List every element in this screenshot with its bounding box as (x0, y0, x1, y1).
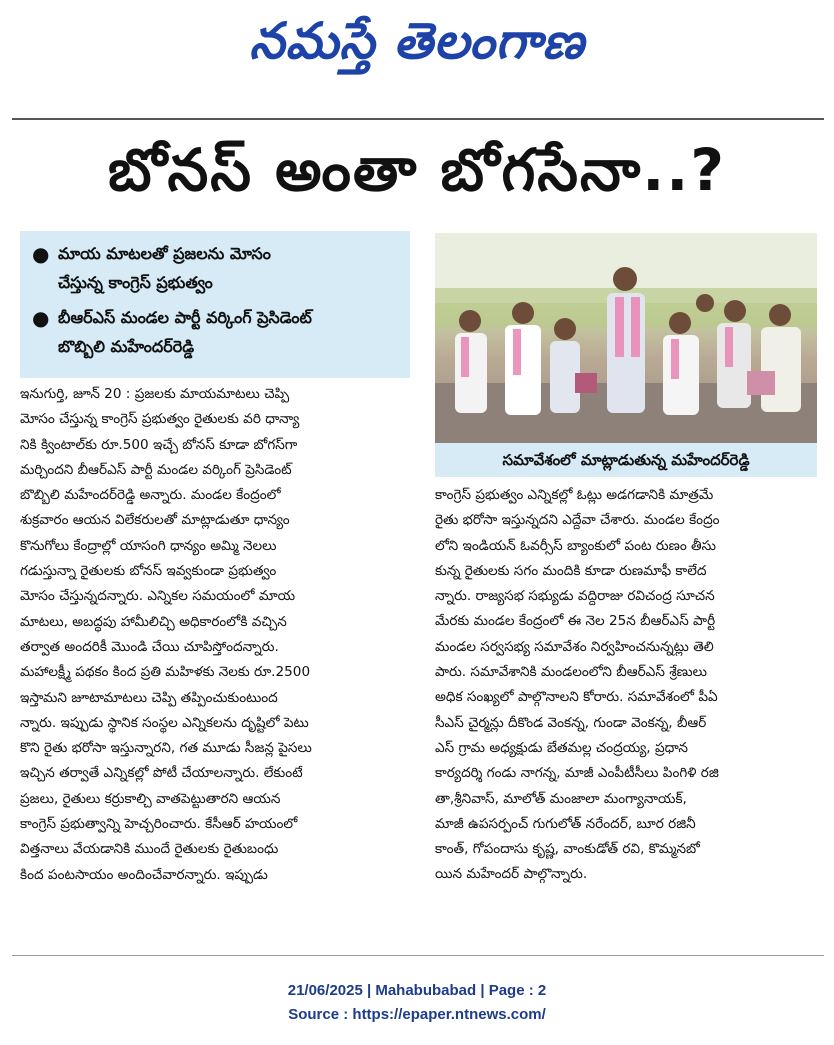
masthead-logo: నమస్తే తెలంగాణ (249, 12, 585, 70)
article-text-line: ప్రజలు, రైతులు కర్రుకాల్చి వాతపెట్టుతారని ఆయన (20, 790, 281, 807)
article-text-line: రైతు భరోసా ఇస్తున్నదని ఎద్దేవా చేశారు. మండల కేంద్రం (435, 512, 720, 529)
footer-date-edition: 21/06/2025 | Mahabubabad | Page : 2 (287, 982, 547, 999)
article-text-line: కొనుగోలు కేంద్రాల్లో యాసంగి ధాన్యం అమ్మి నెలలు (20, 537, 277, 554)
article-text-line: కున్న రైతులకు సగం మందికి కూడా రుణమాఫీ కాలేద (435, 562, 707, 579)
top-divider (12, 118, 824, 120)
article-text-line: పారు. సమావేశానికి మండలంలోని బీఆర్ఎస్ శ్రేణులు (435, 664, 707, 681)
article-text-line: ఇనుగుర్తి, జూన్ 20 : ప్రజలకు మాయమాటలు చెప్పి (20, 386, 290, 402)
article-text-line: సీఎస్ చైర్మన్లు దీకొండ వెంకన్న, గుండా వెంకన్న, బీఆర్ (435, 714, 707, 731)
headline: బోనస్ అంతా బోగసేనా..? (108, 136, 726, 204)
article-text-line: కాంగ్రెస్ ప్రభుత్వం ఎన్నికల్లో ఓట్లు అడగడానికి మాత్రమే (435, 487, 714, 503)
highlight-line: మాయ మాటలతో ప్రజలను మోసం (58, 244, 271, 263)
highlight-line: చేస్తున్న కాంగ్రెస్ ప్రభుత్వం (58, 273, 213, 292)
article-text-line: అధిక సంఖ్యలో పాల్గొనాలని కోరారు. సమావేశంలో పీఏ (435, 689, 718, 706)
article-left-column (20, 382, 415, 947)
article-text-line: శుక్రవారం ఆయన విలేకరులతో మాట్లాడుతూ ధాన్యం (20, 512, 290, 529)
news-photo (435, 233, 817, 443)
article-right-column (435, 483, 817, 943)
article-text-line: న్నారు. రాజ్యసభ సభ్యుడు వద్దిరాజు రవిచంద్ర సూచన (435, 588, 715, 605)
article-text-line: ఇచ్చిన తర్వాతే ఎన్నికల్లో పోటీ చేయాలన్నారు. లేకుంటే (20, 765, 303, 782)
article-text-line: కాంగ్రెస్ ప్రభుత్వాన్ని హెచ్చరించారు. కేసీఆర్ హయంలో (20, 816, 298, 833)
highlight-line: బొబ్బిలి మహేందర్‌రెడ్డి (58, 337, 195, 356)
article-text-line: కింద పంటసాయం అందించేవారన్నారు. ఇప్పుడు (20, 866, 268, 883)
article-text-line: గడుస్తున్నా రైతులకు బోనస్ ఇవ్వకుండా ప్రభుత్వం (20, 563, 277, 580)
article-text-line: తా,శ్రీనివాస్, మాలోత్ మంజాలా మంగ్యానాయక్, (435, 790, 687, 807)
article-text-line: మేరకు మండల కేంద్రంలో ఈ నెల 25న బీఆర్ఎస్ పార్టీ (435, 613, 716, 630)
article-text-line: ఇస్తామని జూటామాటలు చెప్పి తప్పించుకుంటుంద (20, 689, 278, 706)
article-text-line: నికి క్వింటాల్‌కు రూ.500 ఇచ్చే బోనస్ కూడా బోగస్‌గా (20, 436, 298, 453)
article-text-line: మాటలు, అబద్ధపు హామీలిచ్చి అధికారంలోకి వచ్చిన (20, 613, 287, 630)
photo-caption: సమావేశంలో మాట్లాడుతున్న మహేందర్‌రెడ్డి (435, 443, 817, 477)
bullet-icon: ● (32, 306, 50, 330)
article-text-line: మోసం చేస్తున్నదన్నారు. ఎన్నికల సమయంలో మాయ (20, 588, 296, 605)
bullet-icon: ● (32, 242, 50, 266)
article-text-line: విత్తనాలు వేయడానికి ముందే రైతులకు రైతుబంధు (20, 841, 279, 858)
article-text-line: న్నారు. ఇప్పుడు స్థానిక సంస్థల ఎన్నికలను దృష్టిలో పెటు (20, 714, 309, 731)
footer-source-link[interactable]: Source : https://epaper.ntnews.com/ (288, 1006, 546, 1023)
article-text-line: మహాలక్ష్మీ పథకం కింద ప్రతి మహిళకు నెలకు రూ.2500 (20, 664, 311, 681)
highlight-line: బీఆర్ఎస్ మండల పార్టీ వర్కింగ్ ప్రెసిడెంట్ (58, 308, 312, 327)
highlights-box (20, 231, 410, 378)
article-text-line: కాంత్, గోపందాసు కృష్ణ, వాంకుడోత్ రవి, కొమ్మనబో (435, 841, 700, 858)
article-text-line: మాజీ ఉపసర్పంచ్ గుగులోత్ నరేందర్, బూర రజినీ (435, 815, 696, 832)
article-text-line: ఎస్ గ్రామ అధ్యక్షుడు బేతమల్ల చంద్రయ్య, ప్రధాన (435, 739, 688, 756)
bottom-divider (12, 955, 824, 956)
article-text-line: మర్చిందని బీఆర్ఎస్ పార్టీ మండల వర్కింగ్ ప్రెసిడెంట్ (20, 461, 292, 478)
group-photo-illustration (435, 233, 817, 443)
highlight-item (32, 303, 400, 361)
article-text-line: కొని రైతు భరోసా ఇస్తున్నారని, గత మూడు సీజన్ల పైసలు (20, 740, 312, 757)
article-text-line: లోని ఇండియన్ ఓవర్సీస్ బ్యాంకులో పంట రుణం తీసు (435, 537, 716, 554)
article-text-line: మండల సర్వసభ్య సమావేశం నిర్వహించనున్నట్లు తెలి (435, 638, 714, 655)
article-text-line: యిన మహేందర్ పాల్గొన్నారు. (435, 866, 588, 883)
article-text-line: తర్వాత అందరికీ మొండి చేయి చూపిస్తోందన్నారు. (20, 638, 279, 655)
article-text-line: కార్యదర్శి గండు నాగన్న, మాజీ ఎంపీటీసీలు పింగిళి రజి (435, 765, 719, 782)
highlight-item (32, 239, 400, 297)
article-text-line: మోసం చేస్తున్న కాంగ్రెస్ ప్రభుత్వం రైతులకు వరి ధాన్యా (20, 411, 300, 428)
article-text-line: బొబ్బిలి మహేందర్‌రెడ్డి అన్నారు. మండల కేంద్రంలో (20, 487, 281, 504)
